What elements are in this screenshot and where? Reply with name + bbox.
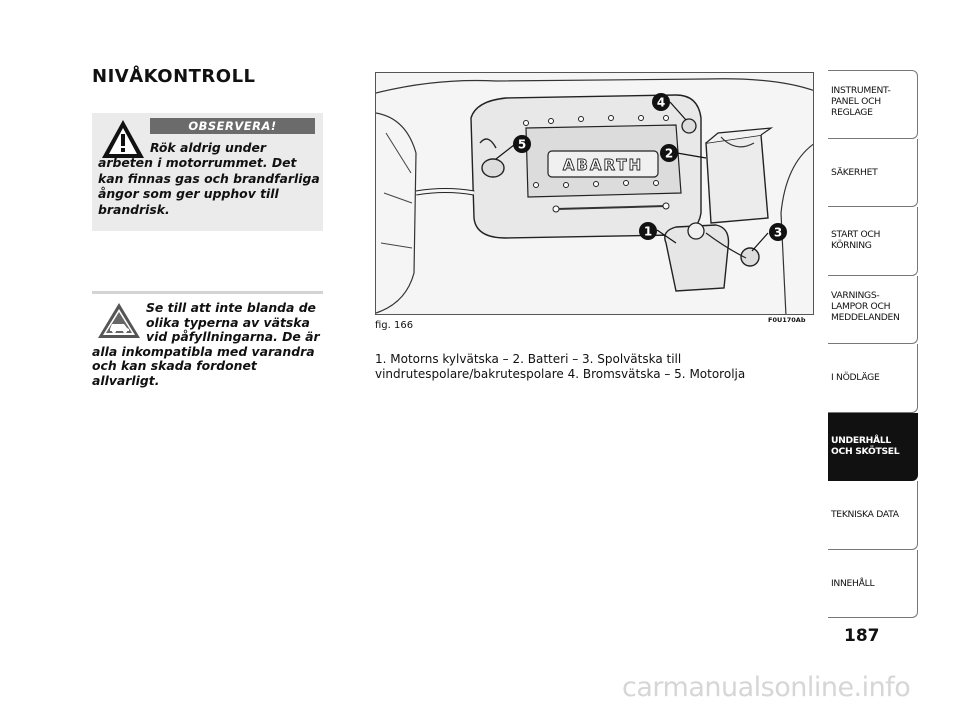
note-line-1: Se till att inte blanda de bbox=[146, 300, 316, 315]
svg-text:5: 5 bbox=[517, 137, 527, 152]
callout-5 bbox=[513, 135, 531, 153]
warning-box bbox=[92, 113, 323, 231]
engine-illustration bbox=[376, 73, 814, 315]
callout-4 bbox=[652, 93, 670, 111]
svg-text:2: 2 bbox=[664, 146, 674, 161]
warning-tag: OBSERVERA! bbox=[150, 118, 315, 134]
callout-2 bbox=[660, 144, 678, 162]
note-line-2: olika typerna av vätska bbox=[146, 314, 310, 330]
tab-sakerhet[interactable]: SÄKERHET bbox=[828, 139, 918, 208]
tab-underhall-och-skotsel[interactable]: UNDERHÅLL OCH SKÖTSEL bbox=[828, 413, 918, 482]
callout-3 bbox=[769, 223, 787, 241]
warning-text: Rök aldrig under arbeten i motorrummet. Det kan finnas gas och brandfarliga ångor som ger upphov till brandrisk. bbox=[98, 140, 320, 217]
tab-start-och-korning[interactable]: START OCH KÖRNING bbox=[828, 207, 918, 276]
tab-innehall[interactable]: INNEHÅLL bbox=[828, 550, 918, 619]
svg-text:3: 3 bbox=[773, 225, 783, 240]
note-line-3: vid påfyllningarna. De är bbox=[146, 329, 320, 345]
callout-1 bbox=[639, 222, 657, 240]
note-line-rest: alla inkompatibla med varandra och kan skada fordonet allvarligt. bbox=[92, 343, 315, 388]
engine-figure bbox=[375, 72, 814, 315]
tab-instrumentpanel[interactable]: INSTRUMENT- PANEL OCH REGLAGE bbox=[828, 70, 918, 139]
tab-i-nodlage[interactable]: I NÖDLÄGE bbox=[828, 344, 918, 413]
note-divider bbox=[92, 291, 323, 294]
page-number: 187 bbox=[844, 626, 880, 646]
page-title: NIVÅKONTROLL bbox=[92, 66, 256, 87]
note-text bbox=[92, 301, 324, 389]
engine-badge: ABARTH bbox=[562, 156, 644, 174]
svg-text:1: 1 bbox=[643, 224, 653, 239]
tab-varningslampor[interactable]: VARNINGS- LAMPOR OCH MEDDELANDEN bbox=[828, 276, 918, 345]
watermark: carmanualsonline.info bbox=[622, 672, 911, 703]
figure-code: F0U170Ab bbox=[768, 316, 806, 324]
svg-text:4: 4 bbox=[656, 95, 666, 110]
tab-tekniska-data[interactable]: TEKNISKA DATA bbox=[828, 481, 918, 550]
figure-caption: 1. Motorns kylvätska – 2. Batteri – 3. Spolvätska till vindrutespolare/bakrutespolare 4. Bromsvätska – 5. Motorolja bbox=[375, 352, 746, 381]
figure-label: fig. 166 bbox=[375, 320, 414, 331]
section-tabs bbox=[828, 70, 918, 618]
